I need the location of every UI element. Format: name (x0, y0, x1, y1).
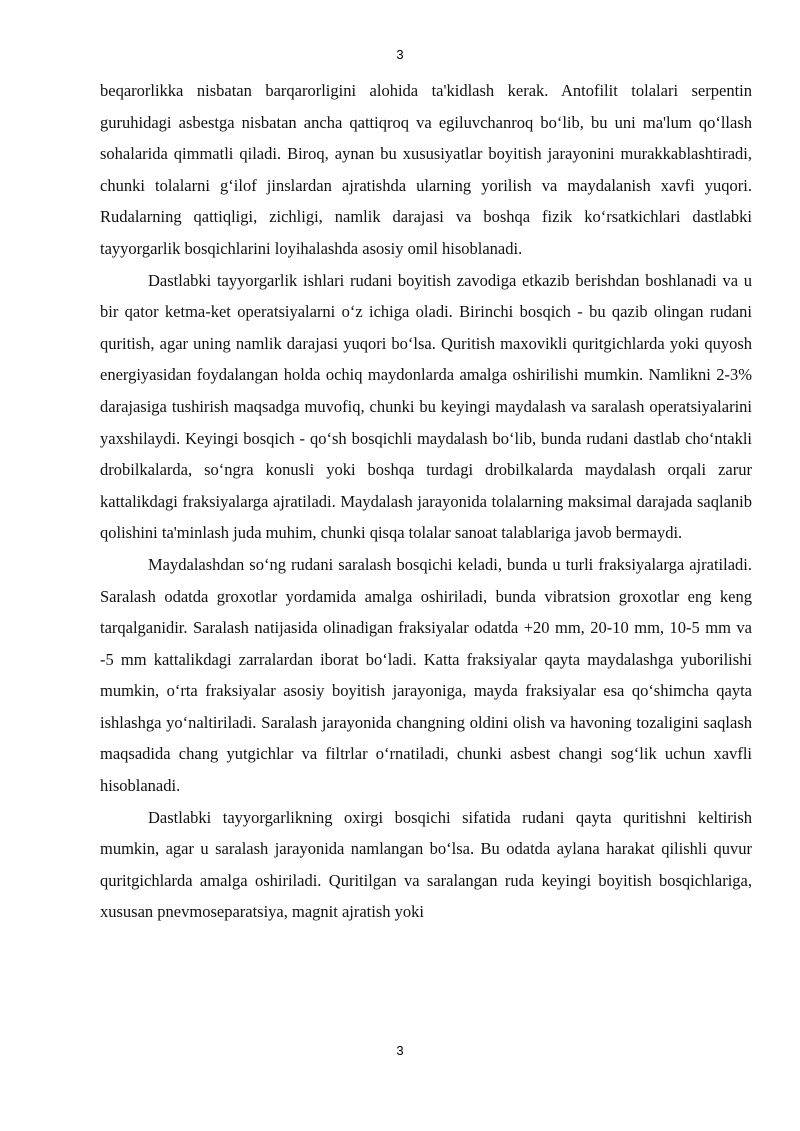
page-number-top: 3 (396, 47, 404, 62)
body-text (100, 75, 752, 928)
paragraph: Dastlabki tayyorgarlikning oxirgi bosqichi sifatida rudani qayta quritishni keltirish mumkin, agar u saralash jarayonida namlangan bo‘lsa. Bu odatda aylana harakat qilishli quvur quritgichlarda amalga oshiriladi. Quritilgan va saralangan ruda keyingi boyitish bosqichlariga, xususan pnevmoseparatsiya, magnit ajratish yoki (100, 807, 752, 922)
page-number-bottom: 3 (396, 1043, 404, 1058)
paragraph: Maydalashdan so‘ng rudani saralash bosqichi keladi, bunda u turli fraksiyalarga ajratiladi. Saralash odatda groxotlar yordamida amalga oshiriladi, bunda vibratsion groxotlar eng keng tarqalganidir. Saralash natijasida olinadigan fraksiyalar odatda +20 mm, 20-10 mm, 10-5 mm va -5 mm kattalikdagi zarralardan iborat bo‘ladi. Katta fraksiyalar qayta maydalashga yuborilishi mumkin, o‘rta fraksiyalar asosiy boyitish jarayoniga, mayda fraksiyalar esa qo‘shimcha qayta ishlashga yo‘naltiriladi. Saralash jarayonida changning oldini olish va havoning tozaligini saqlash maqsadida chang yutgichlar va filtrlar o‘rnatiladi, chunki asbest changi sog‘lik uchun xavfli hisoblanadi. (100, 554, 752, 796)
paragraph: beqarorlikka nisbatan barqarorligini alohida ta'kidlash kerak. Antofilit tolalari serpentin guruhidagi asbestga nisbatan ancha qattiqroq va egiluvchanroq bo‘lib, bu uni ma'lum qo‘llash sohalarida qimmatli qiladi. Biroq, aynan bu xususiyatlar boyitish jarayonini murakkablashtiradi, chunki tolalarni g‘ilof jinslardan ajratishda ularning yorilish va maydalanish xavfi yuqori. Rudalarning qattiqligi, zichligi, namlik darajasi va boshqa fizik ko‘rsatkichlari dastlabki tayyorgarlik bosqichlarini loyihalashda asosiy omil hisoblanadi. (100, 81, 752, 258)
paragraph: Dastlabki tayyorgarlik ishlari rudani boyitish zavodiga etkazib berishdan boshlanadi va u bir qator ketma-ket operatsiyalarni o‘z ichiga oladi. Birinchi bosqich - bu qazib olingan rudani quritish, agar uning namlik darajasi yuqori bo‘lsa. Quritish maxovikli quritgichlarda yoki quyosh energiyasidan foydalangan holda ochiq maydonlarda amalga oshirilishi mumkin. Namlikni 2-3% darajasiga tushirish maqsadga muvofiq, chunki bu keyingi maydalash va saralash operatsiyalarini yaxshilaydi. Keyingi bosqich - qo‘sh bosqichli maydalash bo‘lib, bunda rudani dastlab cho‘ntakli drobilkalarda, so‘ngra konusli yoki boshqa turdagi drobilkalarda maydalash orqali zarur kattalikdagi fraksiyalarga ajratiladi. Maydalash jarayonida tolalarning maksimal darajada saqlanib qolishini ta'minlash juda muhim, chunki qisqa tolalar sanoat talablariga javob bermaydi. (100, 270, 752, 543)
